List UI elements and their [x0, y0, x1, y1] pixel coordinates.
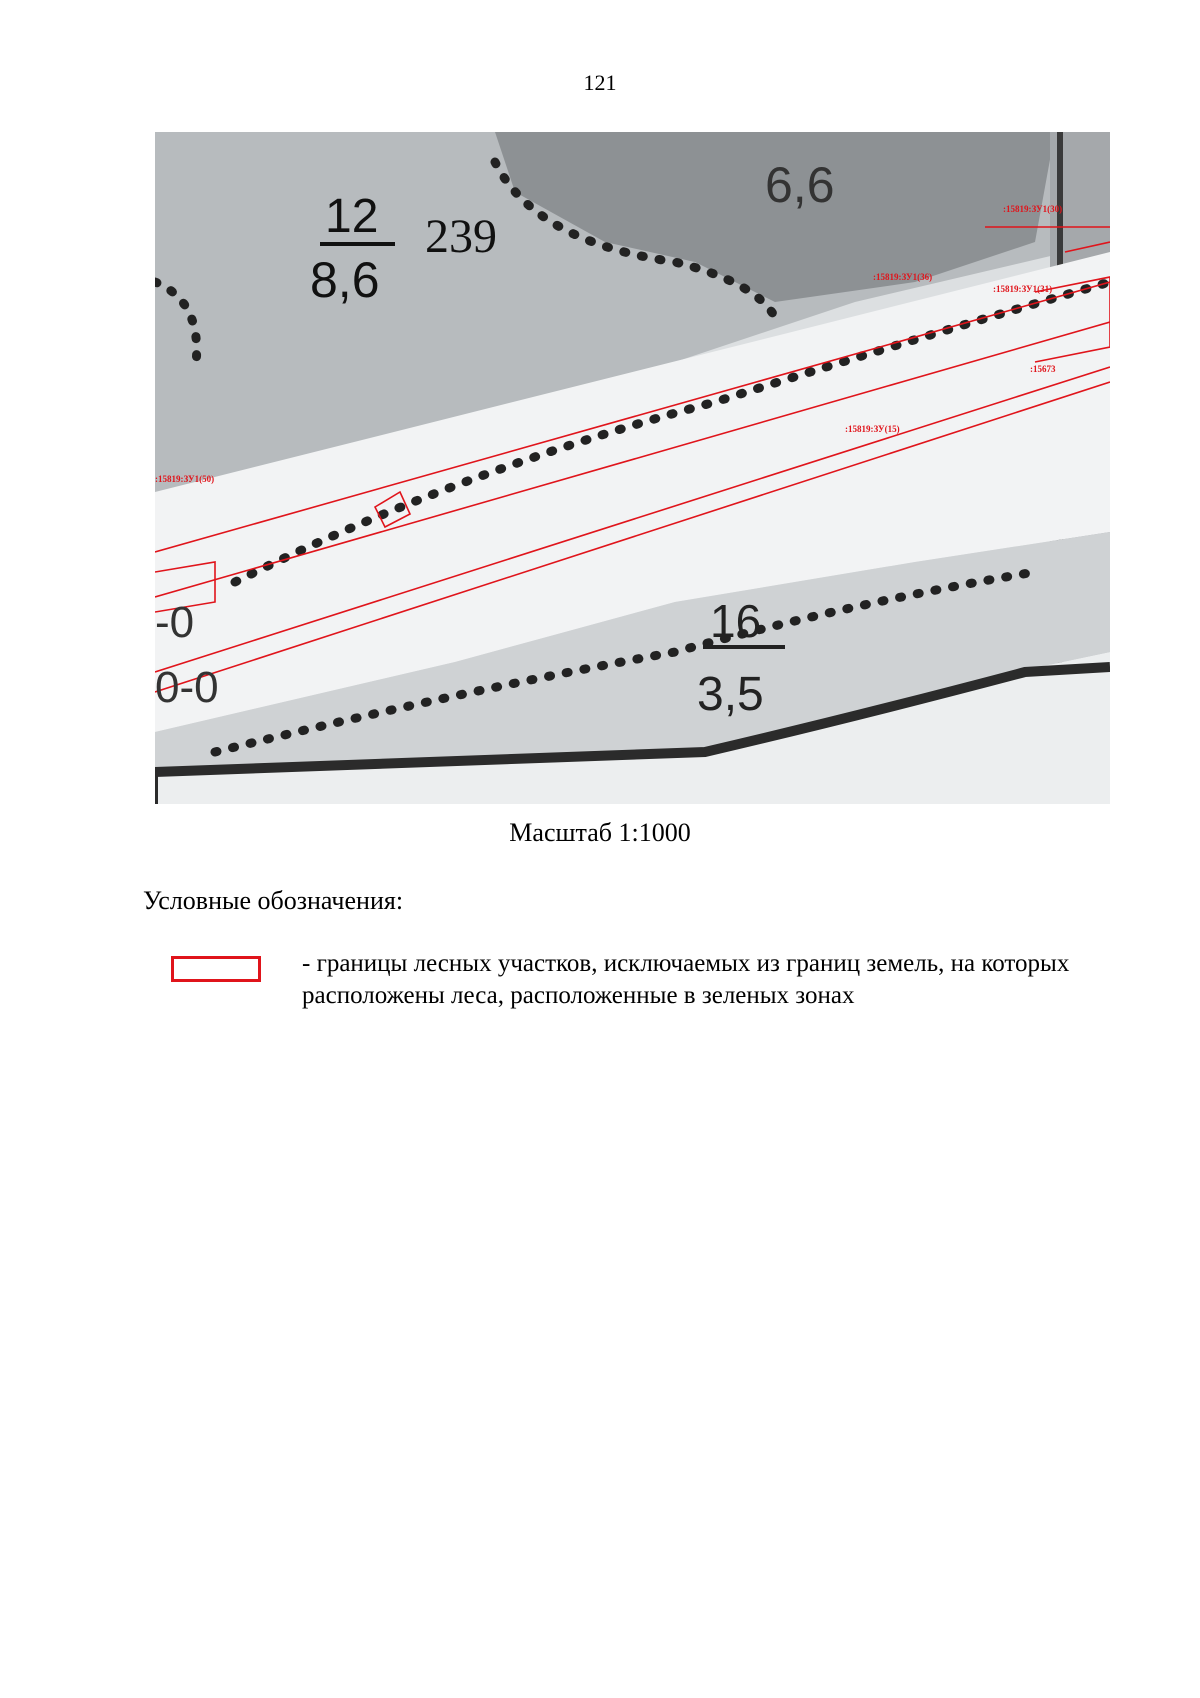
stand-value-16: 3,5	[697, 668, 764, 721]
left-code-1: -0	[155, 598, 195, 647]
plot-label-d: :15819:ЗУ1(31)	[993, 284, 1053, 294]
plot-label-e: :15673	[1030, 364, 1056, 374]
plot-label-a: :15819:ЗУ(15)	[845, 424, 900, 434]
map-scale-caption: Масштаб 1:1000	[509, 818, 691, 847]
stand-number-12: 12	[325, 190, 379, 243]
stand-value-66: 6,6	[765, 157, 835, 213]
stand-number-239: 239	[425, 210, 497, 263]
plot-label-c: :15819:ЗУ1(36)	[873, 272, 933, 282]
plot-label-b: :15819:ЗУ1(30)	[1003, 204, 1063, 214]
stand-number-16: 16	[710, 595, 762, 647]
stand-value-12: 8,6	[310, 252, 380, 308]
plot-label-f: :15819:ЗУ1(50)	[155, 474, 215, 484]
legend-title: Условные обозначения:	[143, 886, 404, 915]
left-code-2: 0-0	[155, 663, 219, 712]
page-number: 121	[583, 70, 617, 95]
legend-swatch-red-boundary	[171, 956, 261, 982]
legend-item-text: - границы лесных участков, исключаемых из границ земель, на которых расположены леса, расположенные в зеленых зонах	[302, 950, 1070, 1009]
map-image	[155, 132, 1110, 804]
forest-plot-map	[155, 132, 1110, 804]
